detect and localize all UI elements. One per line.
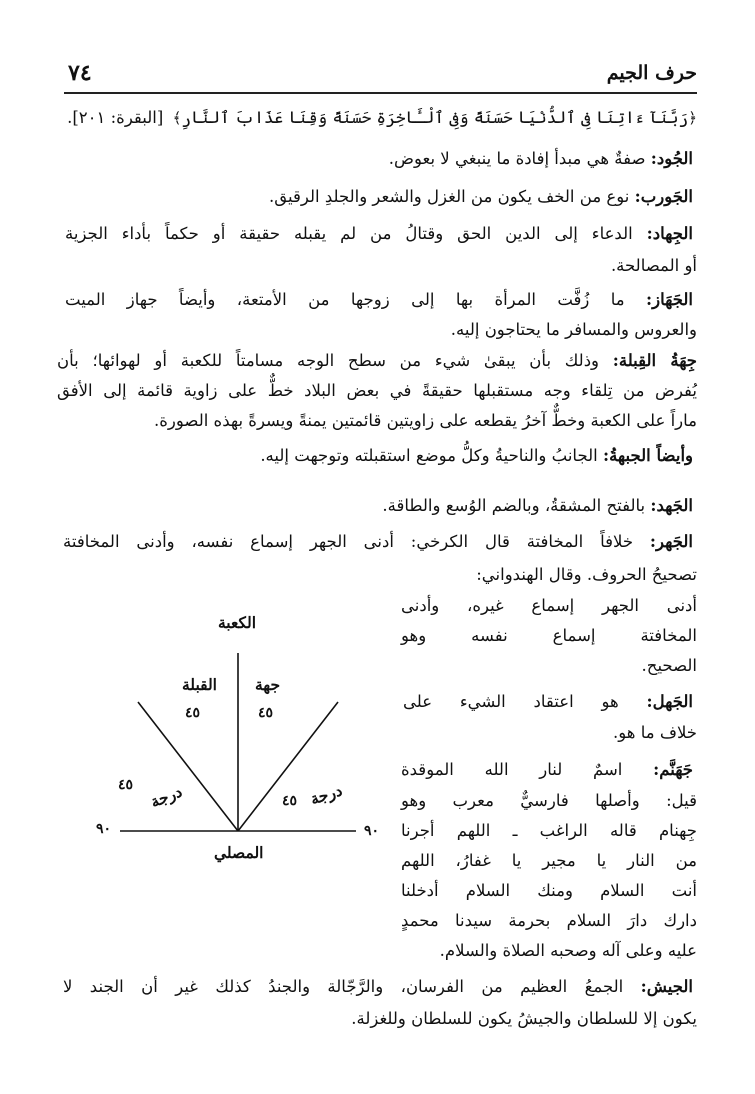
entry-jahr-line4: المخافتة إسماع نفسه وهو	[401, 626, 697, 645]
entry-jahannam-line6: دارك دارَ السلام بحرمة سيدنا محمدٍ	[401, 911, 697, 930]
entry-text: الجمعُ العظيم من الفرسان، والرَّجّالة والجندُ كذلك غير أن الجند لا	[63, 977, 641, 996]
entry-jihad-line1	[65, 222, 693, 246]
entry-term: الجيش:	[640, 977, 693, 996]
right-ninety-value: ٩٠	[364, 823, 380, 839]
qibla-direction-diagram	[80, 605, 410, 875]
entry-term: وأيضاً الجبهةُ:	[602, 446, 693, 465]
entry-jihad-line2: أو المصالحة.	[610, 256, 697, 275]
label-jiha: جهة	[255, 675, 281, 694]
entry-text: وذلك بأن يبقىٰ شيء من سطح الوجه مسامتاً للكعبة أو لهوائها؛ بأن	[57, 351, 613, 370]
entry-jahr-line3: أدنى الجهر إسماع غيره، وأدنى	[401, 596, 697, 615]
header-divider	[64, 92, 697, 94]
verse-citation: [البقرة: ٢٠١].	[67, 108, 164, 127]
verse-line	[57, 106, 697, 130]
running-header-title: حرف الجيم	[606, 62, 697, 84]
entry-text: نوع من الخف يكون من الغزل والشعر والجلدِ الرقيق.	[268, 187, 635, 206]
entry-jahannam-line2: قيل: وأصلها فارسيٌّ معرب وهو	[401, 791, 697, 810]
right-diagonal-line	[238, 702, 338, 831]
entry-jihat-qibla-line2: يُفرض من تِلقاء وجه مستقبلها حقيقةً في بعض البلاد خطٌّ على زاوية قائمة إلى الأفق	[57, 381, 697, 400]
entry-jihat-qibla-line1	[57, 349, 697, 373]
entry-term: الجَهد:	[650, 496, 693, 515]
entry-text: خلافاً المخافتة قال الكرخي: أدنى الجهر إسماع نفسه، وأدنى المخافتة	[63, 532, 650, 551]
entry-text: ما زُفَّت المرأة بها إلى زوجها من الأمتعة، وأيضاً جهاز الميت	[65, 290, 647, 309]
entry-text: اسمٌ لنار الله الموقدة	[401, 760, 654, 779]
angle-qibla-value: ٤٥	[185, 705, 201, 721]
entry-jahannam-line5: أنت السلام ومنك السلام أدخلنا	[401, 881, 697, 900]
entry-term: الجَورب:	[634, 187, 693, 206]
entry-jawrab	[269, 185, 693, 209]
label-daraja-left: درجة	[147, 781, 185, 812]
entry-text: هو اعتقاد الشيء على	[403, 692, 647, 711]
verse-open-bracket: ﴿	[688, 109, 697, 127]
entry-jahd	[382, 494, 693, 518]
entry-term: الجُود:	[650, 149, 693, 168]
entry-term: جَهَنَّم:	[653, 760, 693, 779]
entry-jahannam-line7: عليه وعلى آله وصحبه الصلاة والسلام.	[439, 941, 697, 960]
entry-term: الجَهر:	[649, 532, 693, 551]
entry-jud	[389, 147, 693, 171]
entry-jahaz-line1	[65, 288, 693, 312]
entry-jaysh-line2: يكون إلا للسلطان والجيشُ يكون للسلطان وللغزلة.	[351, 1009, 697, 1028]
entry-jahl-line2: خلاف ما هو.	[613, 723, 697, 742]
left-ninety-value: ٩٠	[96, 821, 112, 837]
entry-term: الجِهاد:	[646, 224, 693, 243]
entry-jaysh-line1	[63, 975, 693, 999]
entry-jahr-line2: تصحيحُ الحروف. وقال الهندواني:	[476, 565, 697, 584]
entry-term: الجَهل:	[646, 692, 693, 711]
entry-jihat-qibla-line3: ماراً على الكعبة وخطٌّ آخرُ يقطعه على زاويتين قائمتين يمنةً ويسرةً بهذه الصورة.	[154, 411, 697, 430]
daraja-left-value: ٤٥	[118, 777, 134, 793]
daraja-right-value: ٤٥	[282, 793, 298, 809]
entry-jahannam-line3: جِهنام قاله الراغب ـ اللهم أجرنا	[401, 821, 697, 840]
entry-text: الجانبُ والناحيةُ وكلُّ موضع استقبلته وتوجهت إليه.	[260, 446, 603, 465]
entry-jahr-line5: الصحيح.	[641, 656, 697, 675]
entry-term: جِهَةُ القِبلة:	[612, 351, 698, 370]
entry-jabha	[260, 444, 693, 468]
entry-jahannam-line1	[401, 758, 693, 782]
label-qibla: القبلة	[182, 675, 217, 694]
verse-close-bracket: ﴾	[172, 109, 182, 127]
entry-jahl-line1	[403, 690, 693, 714]
entry-jahaz-line2: والعروس والمسافر ما يحتاجون إليه.	[450, 320, 697, 339]
angle-jiha-value: ٤٥	[258, 705, 274, 721]
label-daraja-right: درجة	[307, 780, 345, 809]
entry-jahr-line1	[63, 530, 693, 554]
label-kaaba: الكعبة	[218, 613, 257, 632]
entry-text: الدعاء إلى الدين الحق وقتالُ من لم يقبله حقيقة أو حكماً بأداء الجزية	[65, 224, 647, 243]
left-diagonal-line	[138, 702, 238, 831]
entry-jahannam-line4: من النار يا مجير يا غفارُ، اللهم	[401, 851, 697, 870]
label-musalli: المصلي	[214, 843, 264, 862]
entry-text: صفةٌ هي مبدأ إفادة ما ينبغي لا بعوض.	[388, 149, 651, 168]
entry-text: بالفتح المشقةُ، وبالضم الوُسع والطاقة.	[382, 496, 651, 515]
entry-term: الجَهَاز:	[646, 290, 693, 309]
verse-text: رَبَّنَآ ءَاتِنَا فِى ٱلدُّنْيَا حَسَنَةً وَفِى ٱلْـَٔاخِرَةِ حَسَنَةً وَقِنَا عَذَابَ ٱلنَّارِ	[181, 108, 689, 127]
page-number: ٧٤	[68, 60, 92, 86]
diagram-lines	[80, 605, 410, 875]
